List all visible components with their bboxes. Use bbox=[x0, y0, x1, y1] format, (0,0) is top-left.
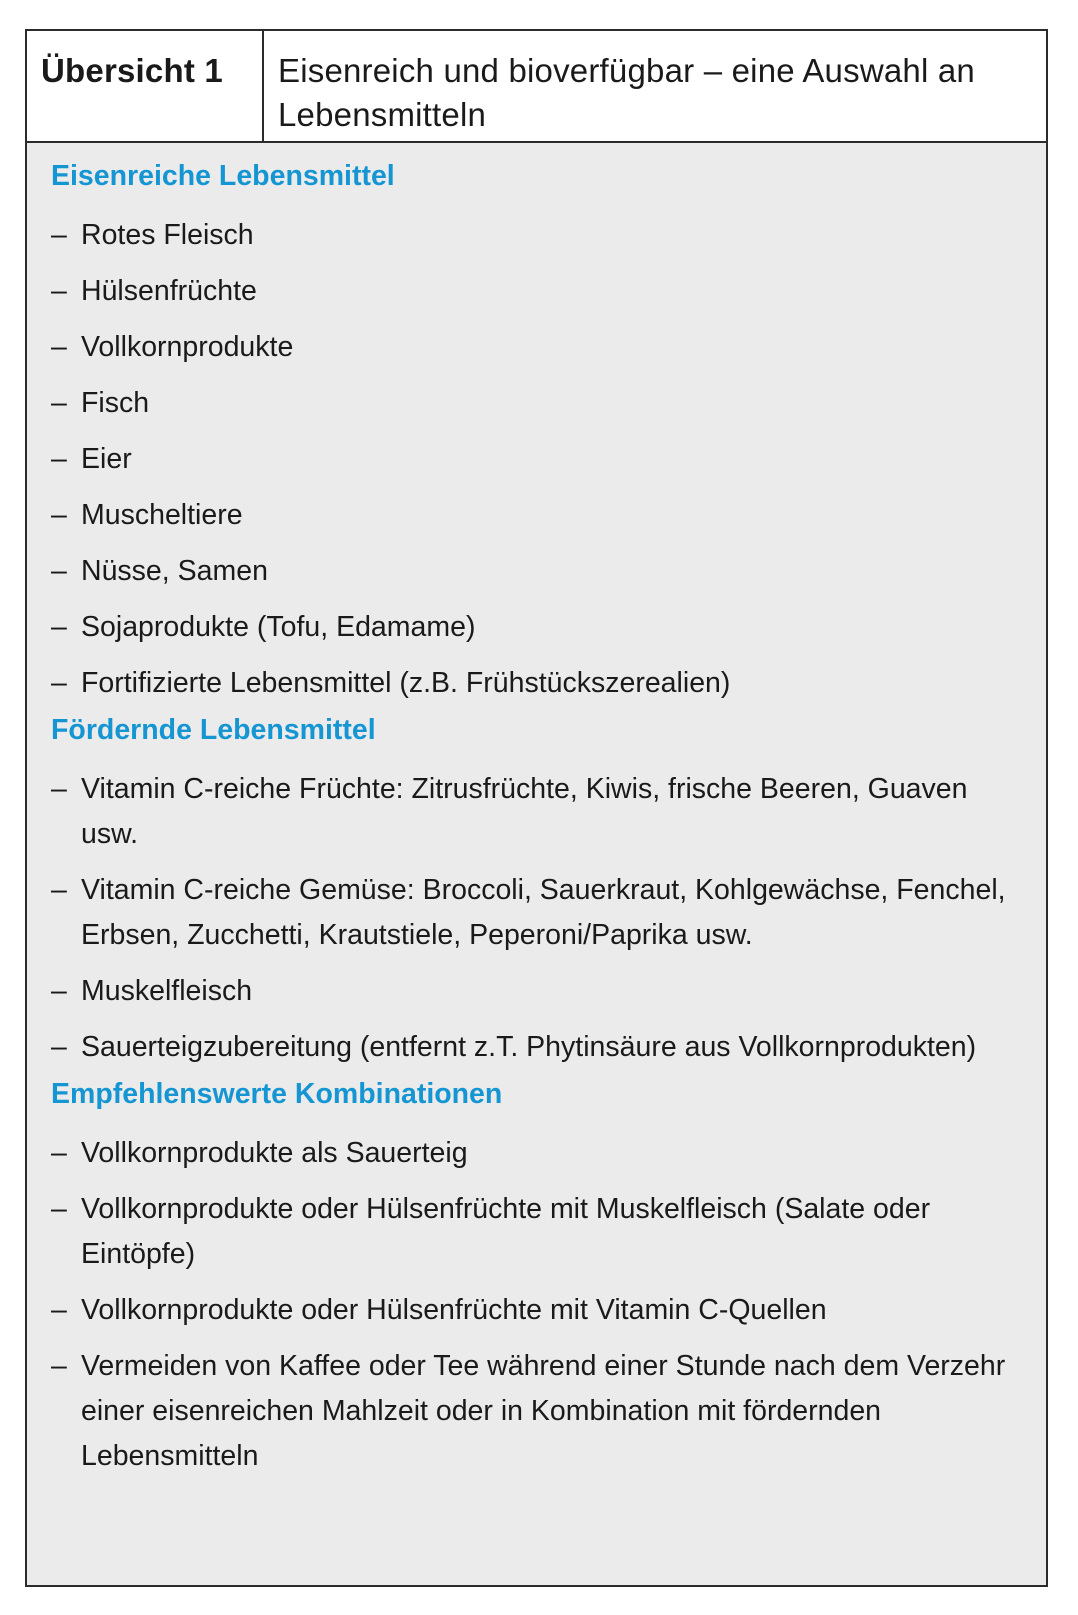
list-item: – Vitamin C-reiche Früchte: Zitrusfrüchte, Kiwis, frische Beeren, Guaven usw. bbox=[51, 767, 1026, 857]
list-promoting bbox=[51, 767, 1026, 1070]
list-item: – Vermeiden von Kaffee oder Tee während einer Stunde nach dem Verzehr einer eisenreichen Mahlzeit oder in Kombination mit fördernden Lebensmitteln bbox=[51, 1344, 1026, 1479]
list-item: – Rotes Fleisch bbox=[51, 213, 1026, 258]
list-item: – Muscheltiere bbox=[51, 493, 1026, 538]
section-heading-combinations: Empfehlenswerte Kombinationen bbox=[51, 1078, 503, 1110]
list-item: – Sauerteigzubereitung (entfernt z.T. Phytinsäure aus Vollkornprodukten) bbox=[51, 1025, 1026, 1070]
list-item: – Fisch bbox=[51, 381, 1026, 426]
section-heading-promoting: Fördernde Lebensmittel bbox=[51, 714, 376, 746]
list-item: – Vollkornprodukte bbox=[51, 325, 1026, 370]
list-item: – Muskelfleisch bbox=[51, 969, 1026, 1014]
list-item: – Vollkornprodukte als Sauerteig bbox=[51, 1131, 1026, 1176]
overview-title: Eisenreich und bioverfügbar – eine Auswahl an Lebensmitteln bbox=[278, 52, 975, 133]
list-item: – Hülsenfrüchte bbox=[51, 269, 1026, 314]
list-item: – Eier bbox=[51, 437, 1026, 482]
list-combinations bbox=[51, 1131, 1026, 1479]
overview-label: Übersicht 1 bbox=[27, 31, 264, 141]
list-item: – Vollkornprodukte oder Hülsenfrüchte mit Vitamin C-Quellen bbox=[51, 1288, 1026, 1333]
overview-content bbox=[27, 143, 1046, 1479]
list-item: – Fortifizierte Lebensmittel (z.B. Frühstückszerealien) bbox=[51, 661, 1026, 706]
list-item: – Vollkornprodukte oder Hülsenfrüchte mit Muskelfleisch (Salate oder Eintöpfe) bbox=[51, 1187, 1026, 1277]
overview-header bbox=[27, 31, 1046, 143]
list-item: – Nüsse, Samen bbox=[51, 549, 1026, 594]
list-item: – Sojaprodukte (Tofu, Edamame) bbox=[51, 605, 1026, 650]
list-iron-rich bbox=[51, 213, 1026, 706]
overview-box bbox=[25, 29, 1048, 1587]
list-item: – Vitamin C-reiche Gemüse: Broccoli, Sauerkraut, Kohlgewächse, Fenchel, Erbsen, Zucchetti, Krautstiele, Peperoni/Paprika usw. bbox=[51, 868, 1026, 958]
section-heading-iron-rich: Eisenreiche Lebensmittel bbox=[51, 160, 395, 192]
